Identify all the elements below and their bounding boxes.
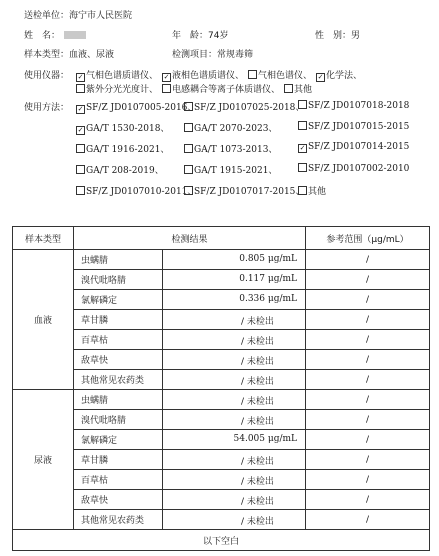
result-not-detected: / 未检出 — [241, 477, 274, 487]
checkbox-icon — [184, 123, 193, 132]
result-value-cell — [163, 270, 306, 290]
checkbox-icon — [298, 163, 307, 172]
method-option — [76, 142, 169, 155]
patient-age — [172, 28, 228, 41]
table-row — [13, 470, 430, 490]
reference-cell: / — [306, 350, 430, 370]
method-option — [184, 184, 304, 197]
name-label: 姓 名： — [24, 31, 61, 41]
option-label: 其他 — [308, 187, 327, 197]
method-option — [76, 163, 164, 176]
reference-cell: / — [306, 430, 430, 450]
result-number: 0.805 μg/mL — [239, 254, 298, 264]
result-value-cell — [163, 510, 306, 530]
results-table — [12, 226, 430, 551]
result-not-detected: / 未检出 — [241, 337, 274, 347]
instrument-option — [162, 71, 244, 81]
table-footer: 以下空白 — [13, 530, 430, 551]
checked-box-icon: ✓ — [317, 73, 324, 81]
result-not-detected: / 未检出 — [241, 377, 274, 387]
checkbox-icon — [298, 100, 307, 109]
analyte-name-cell: 溴代吡咯腈 — [74, 270, 163, 290]
analyte-name-cell: 其他常见农药类 — [74, 510, 163, 530]
instrument-option — [284, 85, 312, 95]
checkbox-icon — [76, 144, 85, 153]
analyte-name-cell: 氯解磷定 — [74, 430, 163, 450]
result-value-cell — [163, 490, 306, 510]
method-option — [298, 142, 409, 153]
reference-cell: / — [306, 450, 430, 470]
method-option — [184, 163, 277, 176]
option-label: SF/Z JD0107002-2010 — [308, 164, 410, 174]
checked-box-icon: ✓ — [299, 144, 306, 152]
result-value-cell — [163, 290, 306, 310]
methods-label: 使用方法： — [24, 103, 70, 113]
table-row — [13, 490, 430, 510]
table-row — [13, 330, 430, 350]
table-row — [13, 430, 430, 450]
option-label: 液相色谱质谱仪、 — [172, 71, 245, 81]
age-value: 74岁 — [208, 31, 229, 41]
result-number: 0.117 μg/mL — [239, 274, 298, 284]
option-label: GA/T 1073-2013、 — [194, 145, 278, 155]
reference-cell: / — [306, 390, 430, 410]
checked-box-icon: ✓ — [163, 73, 170, 81]
reference-cell: / — [306, 510, 430, 530]
header-result: 检测结果 — [74, 227, 306, 250]
instruments-line-2 — [76, 82, 316, 95]
analyte-name-cell: 氯解磷定 — [74, 290, 163, 310]
analyte-name-cell: 其他常见农药类 — [74, 370, 163, 390]
option-label: SF/Z JD0107010-2011、 — [86, 187, 197, 197]
instruments-line-1 — [76, 68, 366, 82]
method-option — [298, 163, 409, 174]
method-option — [184, 142, 277, 155]
analyte-name-cell: 溴代吡咯腈 — [74, 410, 163, 430]
checkbox-icon — [298, 186, 307, 195]
checkbox-icon — [76, 186, 85, 195]
instrument-option — [248, 71, 312, 81]
option-label: 气相色谱仪、 — [258, 71, 313, 81]
checked-box-icon: ✓ — [77, 105, 84, 113]
method-option — [76, 100, 196, 114]
patient-sex — [315, 28, 360, 41]
age-label: 年 龄： — [172, 31, 209, 41]
option-label: SF/Z JD0107025-2018、 — [194, 103, 305, 113]
instrument-option — [76, 85, 158, 95]
checked-box-icon: ✓ — [77, 73, 84, 81]
table-row — [13, 410, 430, 430]
result-not-detected: / 未检出 — [241, 517, 274, 527]
sample-label: 样本类型： — [24, 50, 70, 60]
sample-value: 血液、尿液 — [69, 50, 115, 60]
analyte-name-cell: 草甘膦 — [74, 450, 163, 470]
result-value-cell — [163, 430, 306, 450]
option-label: SF/Z JD0107015-2015 — [308, 122, 410, 132]
reference-cell: / — [306, 490, 430, 510]
table-header-row — [13, 227, 430, 250]
test-item — [172, 47, 253, 60]
table-row — [13, 510, 430, 530]
table-row — [13, 310, 430, 330]
analyte-name-cell: 敌草快 — [74, 490, 163, 510]
option-label: 化学法、 — [326, 71, 363, 81]
header-sample-type: 样本类型 — [13, 227, 74, 250]
method-option — [184, 121, 277, 134]
checkbox-icon — [184, 186, 193, 195]
method-option — [76, 121, 169, 135]
result-not-detected: / 未检出 — [241, 317, 274, 327]
option-label: 紫外分光光度计、 — [86, 85, 159, 95]
checkbox-icon — [184, 102, 193, 111]
table-row — [13, 370, 430, 390]
option-label: GA/T 2070-2023、 — [194, 124, 278, 134]
reference-cell: / — [306, 330, 430, 350]
instrument-option — [162, 85, 280, 95]
checkbox-icon — [184, 165, 193, 174]
item-value: 常规毒筛 — [217, 50, 254, 60]
method-option — [184, 100, 304, 113]
result-value-cell — [163, 390, 306, 410]
instrument-option — [316, 71, 362, 81]
instrument-option — [76, 71, 158, 81]
option-label: GA/T 1916-2021、 — [86, 145, 170, 155]
redacted-name — [64, 31, 86, 39]
result-value-cell — [163, 350, 306, 370]
result-not-detected: / 未检出 — [241, 397, 274, 407]
result-not-detected: / 未检出 — [241, 457, 274, 467]
method-option — [298, 121, 409, 132]
reference-cell: / — [306, 310, 430, 330]
table-row — [13, 390, 430, 410]
option-label: 气相色谱质谱仪、 — [86, 71, 159, 81]
checkbox-icon — [76, 165, 85, 174]
checked-box-icon: ✓ — [77, 126, 84, 134]
table-row — [13, 290, 430, 310]
result-value-cell — [163, 310, 306, 330]
reference-cell: / — [306, 250, 430, 270]
method-option — [298, 184, 326, 197]
sample-type-cell: 血液 — [13, 250, 74, 390]
option-label: GA/T 1530-2018、 — [86, 124, 170, 134]
reference-cell: / — [306, 470, 430, 490]
option-label: GA/T 208-2019、 — [86, 166, 164, 176]
method-option — [298, 100, 409, 111]
unit-value: 海宁市人民医院 — [69, 11, 133, 21]
checkbox-icon — [248, 70, 257, 79]
table-row — [13, 350, 430, 370]
result-value-cell — [163, 450, 306, 470]
result-not-detected: / 未检出 — [241, 497, 274, 507]
option-label: SF/Z JD0107018-2018 — [308, 101, 410, 111]
analyte-name-cell: 虫螨腈 — [74, 250, 163, 270]
reference-cell: / — [306, 410, 430, 430]
reference-cell: / — [306, 270, 430, 290]
result-value-cell — [163, 470, 306, 490]
checkbox-icon — [162, 84, 171, 93]
analyte-name-cell: 草甘膦 — [74, 310, 163, 330]
table-footer-row — [13, 530, 430, 551]
result-number: 0.336 μg/mL — [239, 294, 298, 304]
submitting-unit — [24, 8, 132, 21]
analyte-name-cell: 虫螨腈 — [74, 390, 163, 410]
reference-cell: / — [306, 370, 430, 390]
instruments-label: 使用仪器： — [24, 71, 70, 81]
patient-name — [24, 28, 86, 41]
result-value-cell — [163, 330, 306, 350]
option-label: GA/T 1915-2021、 — [194, 166, 278, 176]
method-option — [76, 184, 196, 197]
checkbox-icon — [298, 121, 307, 130]
result-value-cell — [163, 370, 306, 390]
option-label: SF/Z JD0107005-2016、 — [86, 103, 197, 113]
result-value-cell — [163, 250, 306, 270]
sex-label: 性 别： — [315, 31, 352, 41]
checkbox-icon — [284, 84, 293, 93]
result-number: 54.005 μg/mL — [233, 434, 298, 444]
header-reference: 参考范围（μg/mL） — [306, 227, 430, 250]
sex-value: 男 — [351, 31, 361, 41]
option-label: 电感耦合等离子体质谱仪、 — [172, 85, 281, 95]
reference-cell: / — [306, 290, 430, 310]
item-label: 检测项目： — [172, 50, 218, 60]
sample-type-cell: 尿液 — [13, 390, 74, 530]
result-value-cell — [163, 410, 306, 430]
option-label: SF/Z JD0107017-2015、 — [194, 187, 305, 197]
analyte-name-cell: 百草枯 — [74, 330, 163, 350]
result-not-detected: / 未检出 — [241, 417, 274, 427]
table-row — [13, 450, 430, 470]
table-row — [13, 250, 430, 270]
sample-type — [24, 47, 114, 60]
table-row — [13, 270, 430, 290]
option-label: SF/Z JD0107014-2015 — [308, 142, 410, 152]
analyte-name-cell: 百草枯 — [74, 470, 163, 490]
unit-label: 送检单位： — [24, 11, 70, 21]
result-not-detected: / 未检出 — [241, 357, 274, 367]
table-body — [13, 250, 430, 530]
option-label: 其他 — [294, 85, 313, 95]
checkbox-icon — [76, 84, 85, 93]
analyte-name-cell: 敌草快 — [74, 350, 163, 370]
checkbox-icon — [184, 144, 193, 153]
